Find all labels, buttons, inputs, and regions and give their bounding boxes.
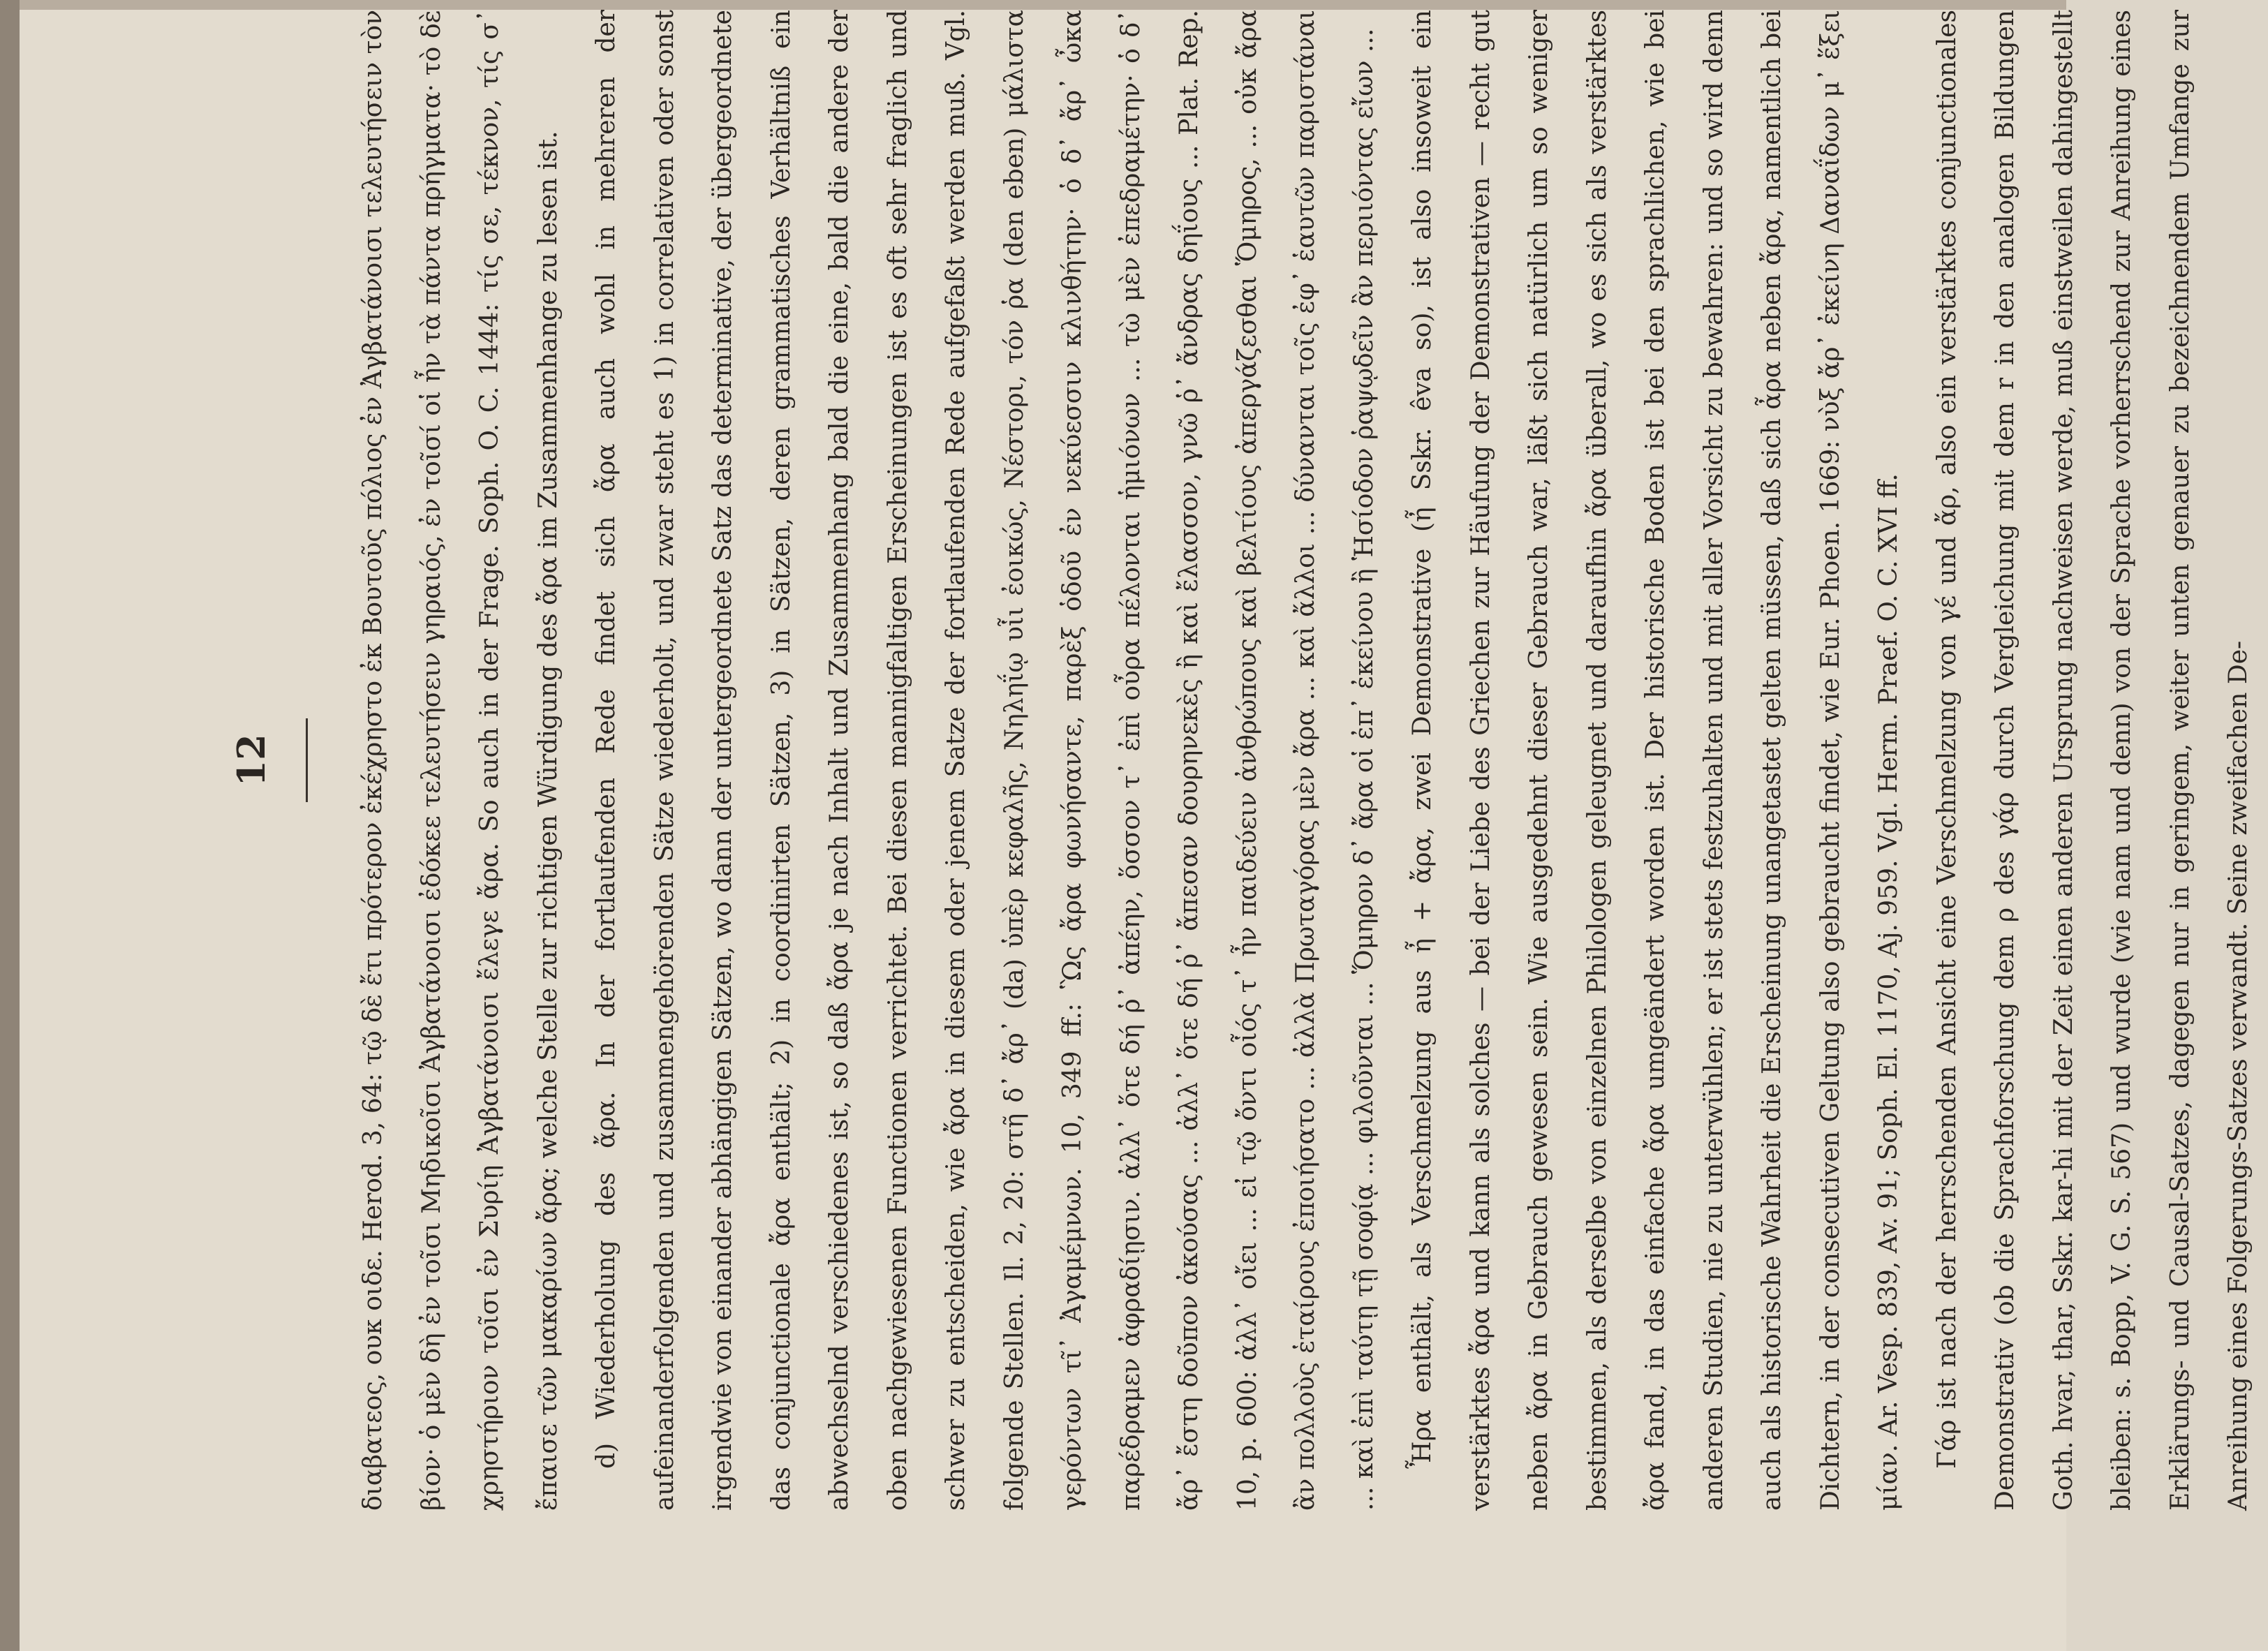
paragraph-2: d) Wiederholung des ἄρα. In der fortlaufenden Rede findet sich ἄρα auch wohl in mehreren der aufeinanderfolgenden und zusammengehörenden Sätze wiederholt, und zwar steht es 1) in correlativen oder sonst irgendwie von einander abhängigen Sätzen, wo dann der untergeordnete Satz das determinative, der übergeordnete das conjunctionale ἄρα enthält; 2) in coordinirten Sätzen, 3) in Sätzen, deren grammatisches Verhältniß ein abwechselnd verschiedenes ist, so daß ἄρα je nach Inhalt und Zusammenhang bald die eine, bald die andere der oben nachgewiesenen Functionen verrichtet. Bei diesen mannigfaltigen Erscheinungen ist es oft sehr fraglich und schwer zu entscheiden, wie ἄρα in diesem oder jenem Satze der fortlaufenden Rede aufgefaßt werden muß. Vgl. folgende Stellen. Il. 2, 20: στῆ δ᾽ ἄρ᾽ (da) ὑπὲρ κεφαλῆς, Νηληΐῳ υἷι ἐοικώς, Νέστορι, τόν ῥα (den eben) μάλιστα γερόντων τῖ᾽ Ἀγαμέμνων. 10, 349 ff.: Ὣς ἄρα φωνήσαντε, παρὲξ ὁδοῦ ἐν νεκύεσσιν κλινθήτην· ὁ δ᾽ ἄρ᾽ ὦκα παρέδραμεν ἀφραδίῃσιν. ἀλλ᾽ ὅτε δή ῥ᾽ ἀπέην, ὅσσον τ᾽ ἐπὶ οὖρα πέλονται ἡμιόνων ... τὼ μὲν ἐπεδραμέτην· ὁ δ᾽ ἄρ᾽ ἔστη δοῦπον ἀκούσας ... ἀλλ᾽ ὅτε δή ῥ᾽ ἄπεσαν δουρηνεκὲς ἢ καὶ ἔλασσον, γνῶ ῥ᾽ ἄνδρας δηΐους ... Plat. Rep. 10, p. 600: ἀλλ᾽ οἴει ... εἰ τῷ ὄντι οἷός τ᾽ ἦν παιδεύειν ἀνθρώπους καὶ βελτίους ἀπεργάζεσθαι Ὅμηρος, ... οὐκ ἄρα ἂν πολλοὺς ἑταίρους ἐποιήσατο ... ἀλλὰ Πρωταγόρας μὲν ἄρα ... καὶ ἄλλοι ... δύνανται τοῖς ἐφ᾽ ἑαυτῶν παριστάναι ... καὶ ἐπὶ ταύτῃ τῇ σοφίᾳ ... φιλοῦνται ... Ὅμηρον δ᾽ ἄρα οἱ ἐπ᾽ ἐκείνου ἢ Ἡσίοδον ῥαψῳδεῖν ἂν περιιόντας εἴων ... [592,10,1379,1511]
paragraph-1: διαβατεος, ουκ οιδε. Herod. 3, 64: τῷ δὲ ἔτι πρότερον ἐκέχρηστο ἐκ Βουτοῦς πόλιος ἐν Ἀγβατάνοισι τελευτήσειν τὸν βίον· ὁ μὲν δὴ ἐν τοῖσι Μηδικοῖσι Ἀγβατάνοισι ἐδόκεε τελευτήσειν γηραιός, ἐν τοῖσί οἱ ἦν τὰ πάντα πρήγματα· τὸ δὲ χρηστήριον τοῖσι ἐν Συρίῃ Ἀγβατάνοισι ἔλεγε ἄρα. So auch in der Frage. Soph. O. C. 1444: τίς σε, τέκνον, τίς σ᾽ ἔπαισε τῶν μακαρίων ἄρα; welche Stelle zur richtigen Würdigung des ἄρα im Zusammenhange zu lesen ist. [359,10,563,1511]
scan-edge-left [0,0,20,1651]
page-number: 12 [229,734,274,787]
body-text [344,10,2268,1511]
paragraph-3: Ἦρα enthält, als Verschmelzung aus ἦ + ἄρα, zwei Demonstrative (ἦ Sskr. êva so), ist also insoweit ein verstärktes ἄρα und kann als solches — bei der Liebe des Griechen zur Häufung der Demonstrativen — recht gut neben ἄρα in Gebrauch gewesen sein. Wie ausgedehnt dieser Gebrauch war, läßt sich natürlich um so weniger bestimmen, als derselbe von einzelnen Philologen geleugnet und daraufhin ἄρα überall, wo es sich als verstärktes ἄρα fand, in das einfache ἄρα umgeändert worden ist. Der historische Boden ist bei den sprachlichen, wie bei anderen Studien, nie zu unterwühlen; er ist stets festzuhalten und mit aller Vorsicht zu bewahren: und so wird denn auch als historische Wahrheit die Erscheinung unangetastet gelten müssen, daß sich ἆρα neben ἄρα, namentlich bei Dichtern, in der consecutiven Geltung also gebraucht findet, wie Eur. Phoen. 1669: νὺξ ἄρ᾽ ἐκείνη Δαναΐδων μ᾽ ἕξει μίαν. Ar. Vesp. 839, Av. 91; Soph. El. 1170, Aj. 959. Vgl. Herm. Praef. O. C. XVI ff. [1408,10,1903,1511]
page-sheet [20,10,2253,1651]
scan-edge-top [0,0,2066,10]
rotated-text-block [229,10,2253,1511]
paragraph-4: Γάρ ist nach der herrschenden Ansicht eine Verschmelzung von γέ und ἄρ, also ein verstärktes conjunctionales Demonstrativ (ob die Sprachforschung dem ρ des γάρ durch Vergleichung mit dem r in den analogen Bildungen Goth. hvar, thar, Sskr. kar-hi mit der Zeit einen anderen Ursprung nachweisen werde, muß einstweilen dahingestellt bleiben: s. Bopp, V. G. S. 567) und wurde (wie nam und denn) von der Sprache vorherrschend zur Anreihung eines Erklärungs- und Causal-Satzes, dagegen nur in geringem, weiter unten genauer zu bezeichnendem Umfange zur Anreihung eines Folgerungs-Satzes verwandt. Seine zweifachen De- [1932,10,2253,1511]
top-rule [306,718,308,802]
